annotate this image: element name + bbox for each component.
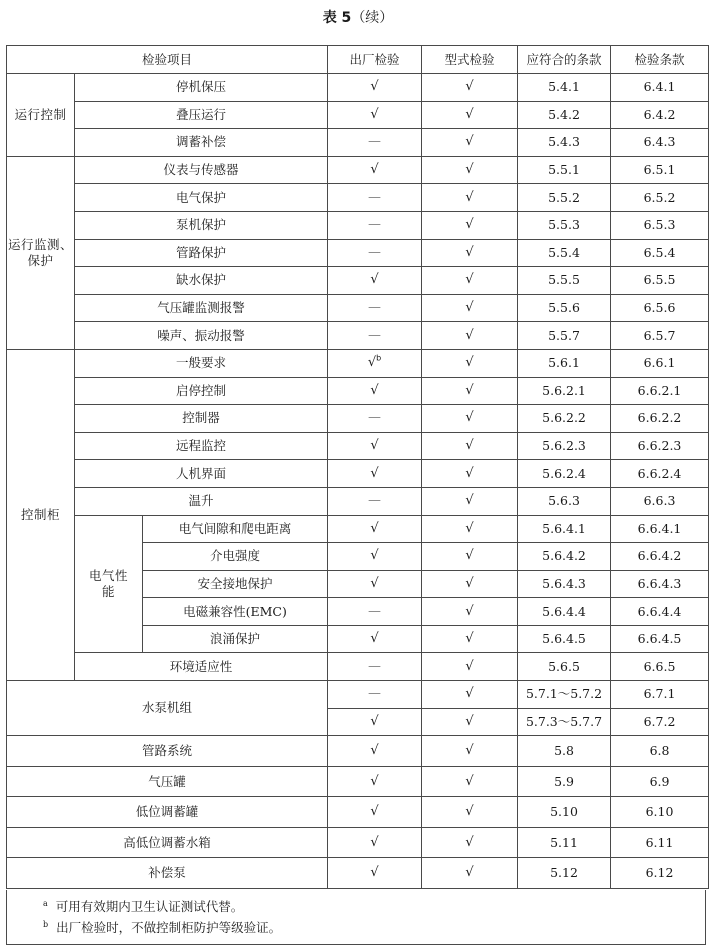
type-cell: √ (422, 487, 518, 515)
item-cell: 介电强度 (143, 543, 328, 571)
req-cell: 5.6.4.3 (518, 570, 611, 598)
item-cell: 电气间隙和爬电距离 (143, 515, 328, 543)
item-cell: 气压罐监测报警 (75, 294, 328, 322)
req-cell: 5.6.4.5 (518, 625, 611, 653)
item-cell: 气压罐 (7, 766, 328, 797)
table-row (7, 101, 709, 129)
req-cell: 5.5.2 (518, 184, 611, 212)
footnote-mark: b (43, 920, 49, 929)
type-cell: √ (422, 858, 518, 889)
test-cell: 6.6.2.1 (611, 377, 709, 405)
req-cell: 5.5.5 (518, 267, 611, 295)
req-cell: 5.6.2.3 (518, 432, 611, 460)
item-cell: 一般要求 (75, 349, 328, 377)
factory-cell: √ (328, 708, 422, 736)
factory-cell: — (328, 681, 422, 709)
factory-cell: √ (328, 460, 422, 488)
type-cell: √ (422, 377, 518, 405)
test-cell: 6.5.3 (611, 211, 709, 239)
req-cell: 5.5.3 (518, 211, 611, 239)
type-cell: √ (422, 267, 518, 295)
header-test-clause: 检验条款 (611, 46, 709, 74)
footnote (43, 920, 281, 938)
table-row (7, 405, 709, 433)
factory-cell: √ (328, 766, 422, 797)
factory-cell: — (328, 653, 422, 681)
type-cell: √ (422, 681, 518, 709)
item-cell: 安全接地保护 (143, 570, 328, 598)
footnote-ref-b: b (376, 353, 382, 363)
req-cell: 5.10 (518, 797, 611, 828)
req-cell: 5.5.7 (518, 322, 611, 350)
req-cell: 5.6.2.4 (518, 460, 611, 488)
factory-cell: — (328, 598, 422, 626)
type-cell: √ (422, 294, 518, 322)
req-cell: 5.7.3～5.7.7 (518, 708, 611, 736)
type-cell: √ (422, 322, 518, 350)
factory-cell: — (328, 487, 422, 515)
item-cell: 电气保护 (75, 184, 328, 212)
item-cell: 补偿泵 (7, 858, 328, 889)
test-cell: 6.4.1 (611, 74, 709, 102)
header-req-clause: 应符合的条款 (518, 46, 611, 74)
type-cell: √ (422, 156, 518, 184)
table-row (7, 294, 709, 322)
test-cell: 6.11 (611, 827, 709, 858)
table-footnotes (6, 890, 706, 945)
factory-cell: √ (328, 625, 422, 653)
table-row (7, 349, 709, 377)
test-cell: 6.10 (611, 797, 709, 828)
type-cell: √ (422, 460, 518, 488)
factory-mark: √ (367, 355, 377, 371)
req-cell: 5.6.3 (518, 487, 611, 515)
item-cell: 仪表与传感器 (75, 156, 328, 184)
item-cell: 浪涌保护 (143, 625, 328, 653)
test-cell: 6.7.2 (611, 708, 709, 736)
test-cell: 6.6.4.4 (611, 598, 709, 626)
type-cell: √ (422, 766, 518, 797)
table-row (7, 487, 709, 515)
type-cell: √ (422, 239, 518, 267)
test-cell: 6.5.6 (611, 294, 709, 322)
table-row (7, 129, 709, 157)
test-cell: 6.6.4.1 (611, 515, 709, 543)
test-cell: 6.6.5 (611, 653, 709, 681)
item-cell: 人机界面 (75, 460, 328, 488)
factory-cell: √ (328, 267, 422, 295)
req-cell: 5.6.4.2 (518, 543, 611, 571)
factory-cell: √ (328, 377, 422, 405)
test-cell: 6.4.2 (611, 101, 709, 129)
table-row (7, 322, 709, 350)
table-row (7, 74, 709, 102)
table-row (7, 653, 709, 681)
req-cell: 5.6.1 (518, 349, 611, 377)
table-row (7, 267, 709, 295)
header-item: 检验项目 (7, 46, 328, 74)
req-cell: 5.9 (518, 766, 611, 797)
type-cell: √ (422, 736, 518, 767)
footnote-text: 出厂检验时，不做控制柜防护等级验证。 (56, 920, 282, 935)
item-cell: 泵机保护 (75, 211, 328, 239)
factory-cell: √ (328, 156, 422, 184)
req-cell: 5.6.4.1 (518, 515, 611, 543)
test-cell: 6.6.4.2 (611, 543, 709, 571)
type-cell: √ (422, 101, 518, 129)
factory-cell: √ (328, 797, 422, 828)
table-row (7, 211, 709, 239)
item-cell: 温升 (75, 487, 328, 515)
footnote (43, 899, 243, 917)
item-cell: 水泵机组 (7, 681, 328, 736)
factory-cell: √ (328, 101, 422, 129)
type-cell: √ (422, 129, 518, 157)
group-run-control: 运行控制 (7, 74, 75, 157)
factory-cell: √ (328, 543, 422, 571)
test-cell: 6.6.4.5 (611, 625, 709, 653)
type-cell: √ (422, 405, 518, 433)
test-cell: 6.6.1 (611, 349, 709, 377)
header-factory: 出厂检验 (328, 46, 422, 74)
item-cell: 远程监控 (75, 432, 328, 460)
footnote-mark: a (43, 899, 48, 908)
factory-cell: — (328, 322, 422, 350)
test-cell: 6.4.3 (611, 129, 709, 157)
item-cell: 管路保护 (75, 239, 328, 267)
group-control-cabinet: 控制柜 (7, 349, 75, 680)
table-row (7, 156, 709, 184)
req-cell: 5.5.1 (518, 156, 611, 184)
factory-cell: — (328, 239, 422, 267)
test-cell: 6.12 (611, 858, 709, 889)
type-cell: √ (422, 543, 518, 571)
test-cell: 6.8 (611, 736, 709, 767)
req-cell: 5.6.2.1 (518, 377, 611, 405)
factory-cell: √ (328, 736, 422, 767)
test-cell: 6.5.1 (611, 156, 709, 184)
req-cell: 5.8 (518, 736, 611, 767)
test-cell: 6.6.4.3 (611, 570, 709, 598)
factory-cell: √ (328, 570, 422, 598)
type-cell: √ (422, 570, 518, 598)
table-title-suffix: （续） (351, 10, 394, 26)
table-row (7, 239, 709, 267)
table-row (7, 736, 709, 767)
table-row (7, 766, 709, 797)
req-cell: 5.5.6 (518, 294, 611, 322)
item-cell: 调蓄补偿 (75, 129, 328, 157)
factory-cell (328, 349, 422, 377)
req-cell: 5.6.2.2 (518, 405, 611, 433)
test-cell: 6.9 (611, 766, 709, 797)
header-type-test: 型式检验 (422, 46, 518, 74)
req-cell: 5.4.3 (518, 129, 611, 157)
req-cell: 5.11 (518, 827, 611, 858)
item-cell: 控制器 (75, 405, 328, 433)
table-header-row (7, 46, 709, 74)
test-cell: 6.5.5 (611, 267, 709, 295)
item-cell: 高低位调蓄水箱 (7, 827, 328, 858)
req-cell: 5.6.5 (518, 653, 611, 681)
item-cell: 噪声、振动报警 (75, 322, 328, 350)
table-row (7, 460, 709, 488)
table-title-number: 表 5 (322, 10, 352, 26)
factory-cell: √ (328, 827, 422, 858)
item-cell: 电磁兼容性(EMC) (143, 598, 328, 626)
factory-cell: — (328, 294, 422, 322)
test-cell: 6.5.4 (611, 239, 709, 267)
item-cell: 低位调蓄罐 (7, 797, 328, 828)
req-cell: 5.7.1～5.7.2 (518, 681, 611, 709)
item-cell: 启停控制 (75, 377, 328, 405)
req-cell: 5.5.4 (518, 239, 611, 267)
factory-cell: — (328, 211, 422, 239)
table-title (0, 6, 716, 30)
factory-cell: — (328, 405, 422, 433)
test-cell: 6.5.7 (611, 322, 709, 350)
type-cell: √ (422, 74, 518, 102)
table-row (7, 515, 709, 543)
test-cell: 6.6.2.4 (611, 460, 709, 488)
group-electrical-label: 电气性能 (88, 567, 128, 599)
item-cell: 环境适应性 (75, 653, 328, 681)
type-cell: √ (422, 653, 518, 681)
table-row (7, 681, 709, 709)
req-cell: 5.4.1 (518, 74, 611, 102)
type-cell: √ (422, 515, 518, 543)
inspection-table (6, 45, 709, 889)
test-cell: 6.6.2.3 (611, 432, 709, 460)
factory-cell: √ (328, 74, 422, 102)
test-cell: 6.5.2 (611, 184, 709, 212)
req-cell: 5.6.4.4 (518, 598, 611, 626)
factory-cell: √ (328, 858, 422, 889)
footnote-text: 可用有效期内卫生认证测试代替。 (55, 899, 244, 914)
type-cell: √ (422, 184, 518, 212)
item-cell: 叠压运行 (75, 101, 328, 129)
group-electrical (75, 515, 143, 653)
type-cell: √ (422, 708, 518, 736)
test-cell: 6.6.3 (611, 487, 709, 515)
table-row (7, 377, 709, 405)
type-cell: √ (422, 349, 518, 377)
table-row (7, 797, 709, 828)
req-cell: 5.12 (518, 858, 611, 889)
type-cell: √ (422, 598, 518, 626)
factory-cell: — (328, 184, 422, 212)
item-cell: 管路系统 (7, 736, 328, 767)
type-cell: √ (422, 625, 518, 653)
type-cell: √ (422, 211, 518, 239)
table-row (7, 432, 709, 460)
type-cell: √ (422, 827, 518, 858)
type-cell: √ (422, 797, 518, 828)
type-cell: √ (422, 432, 518, 460)
table-row (7, 858, 709, 889)
factory-cell: — (328, 129, 422, 157)
group-run-monitor: 运行监测、保护 (7, 156, 75, 349)
req-cell: 5.4.2 (518, 101, 611, 129)
factory-cell: √ (328, 432, 422, 460)
factory-cell: √ (328, 515, 422, 543)
item-cell: 缺水保护 (75, 267, 328, 295)
table-row (7, 184, 709, 212)
test-cell: 6.6.2.2 (611, 405, 709, 433)
item-cell: 停机保压 (75, 74, 328, 102)
test-cell: 6.7.1 (611, 681, 709, 709)
table-row (7, 827, 709, 858)
